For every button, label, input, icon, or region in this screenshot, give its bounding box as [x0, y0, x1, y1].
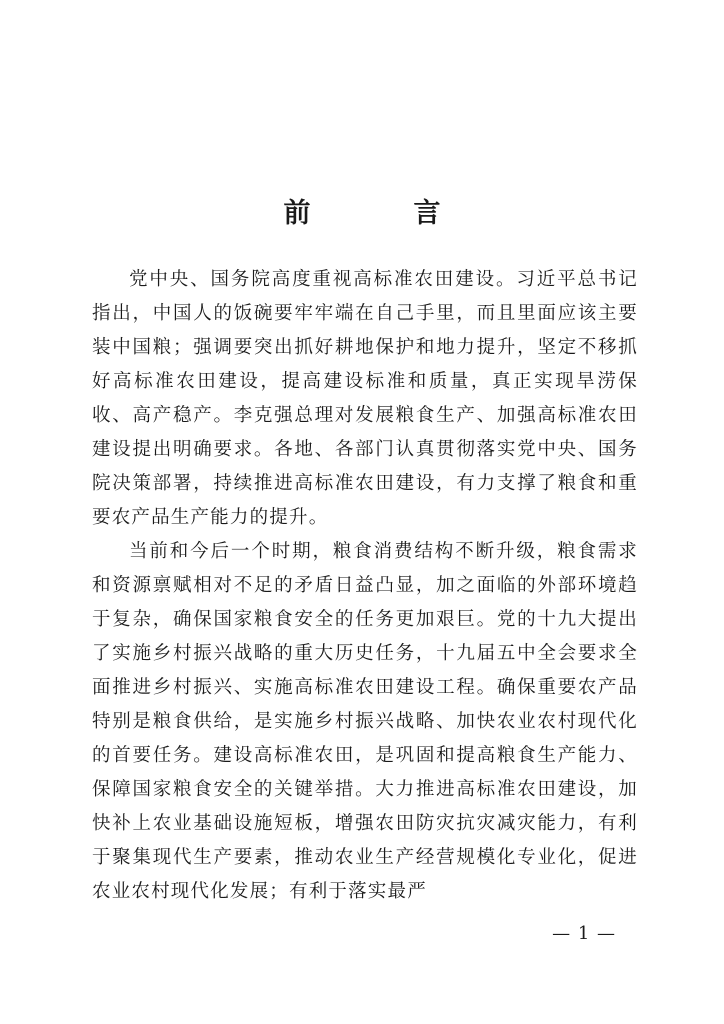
page-number: — 1 — [552, 923, 616, 944]
paragraph-2: 当前和今后一个时期，粮食消费结构不断升级，粮食需求和资源禀赋相对不足的矛盾日益凸显，加之面临的外部环境趋于复杂，确保国家粮食安全的任务更加艰巨。党的十九大提出了实施乡村振兴战略的重大历史任务，十九届五中全会要求全面推进乡村振兴、实施高标准农田建设工程。确保重要农产品特别是粮食供给，是实施乡村振兴战略、加快农业农村现代化的首要任务。建设高标准农田，是巩固和提高粮食生产能力、保障国家粮食安全的关键举措。大力推进高标准农田建设，加快补上农业基础设施短板，增强农田防灾抗灾减灾能力，有利于聚集现代生产要素，推动农业生产经营规模化专业化，促进农业农村现代化发展；有利于落实最严 [92, 541, 638, 902]
paragraph-1: 党中央、国务院高度重视高标准农田建设。习近平总书记指出，中国人的饭碗要牢牢端在自己手里，而且里面应该主要装中国粮；强调要突出抓好耕地保护和地力提升，坚定不移抓好高标准农田建设，提高建设标准和质量，真正实现旱涝保收、高产稳产。李克强总理对发展粮食生产、加强高标准农田建设提出明确要求。各地、各部门认真贯彻落实党中央、国务院决策部署，持续推进高标准农田建设，有力支撑了粮食和重要农产品生产能力的提升。 [92, 269, 638, 528]
document-body [92, 263, 638, 909]
page-title: 前 言 [283, 198, 479, 229]
